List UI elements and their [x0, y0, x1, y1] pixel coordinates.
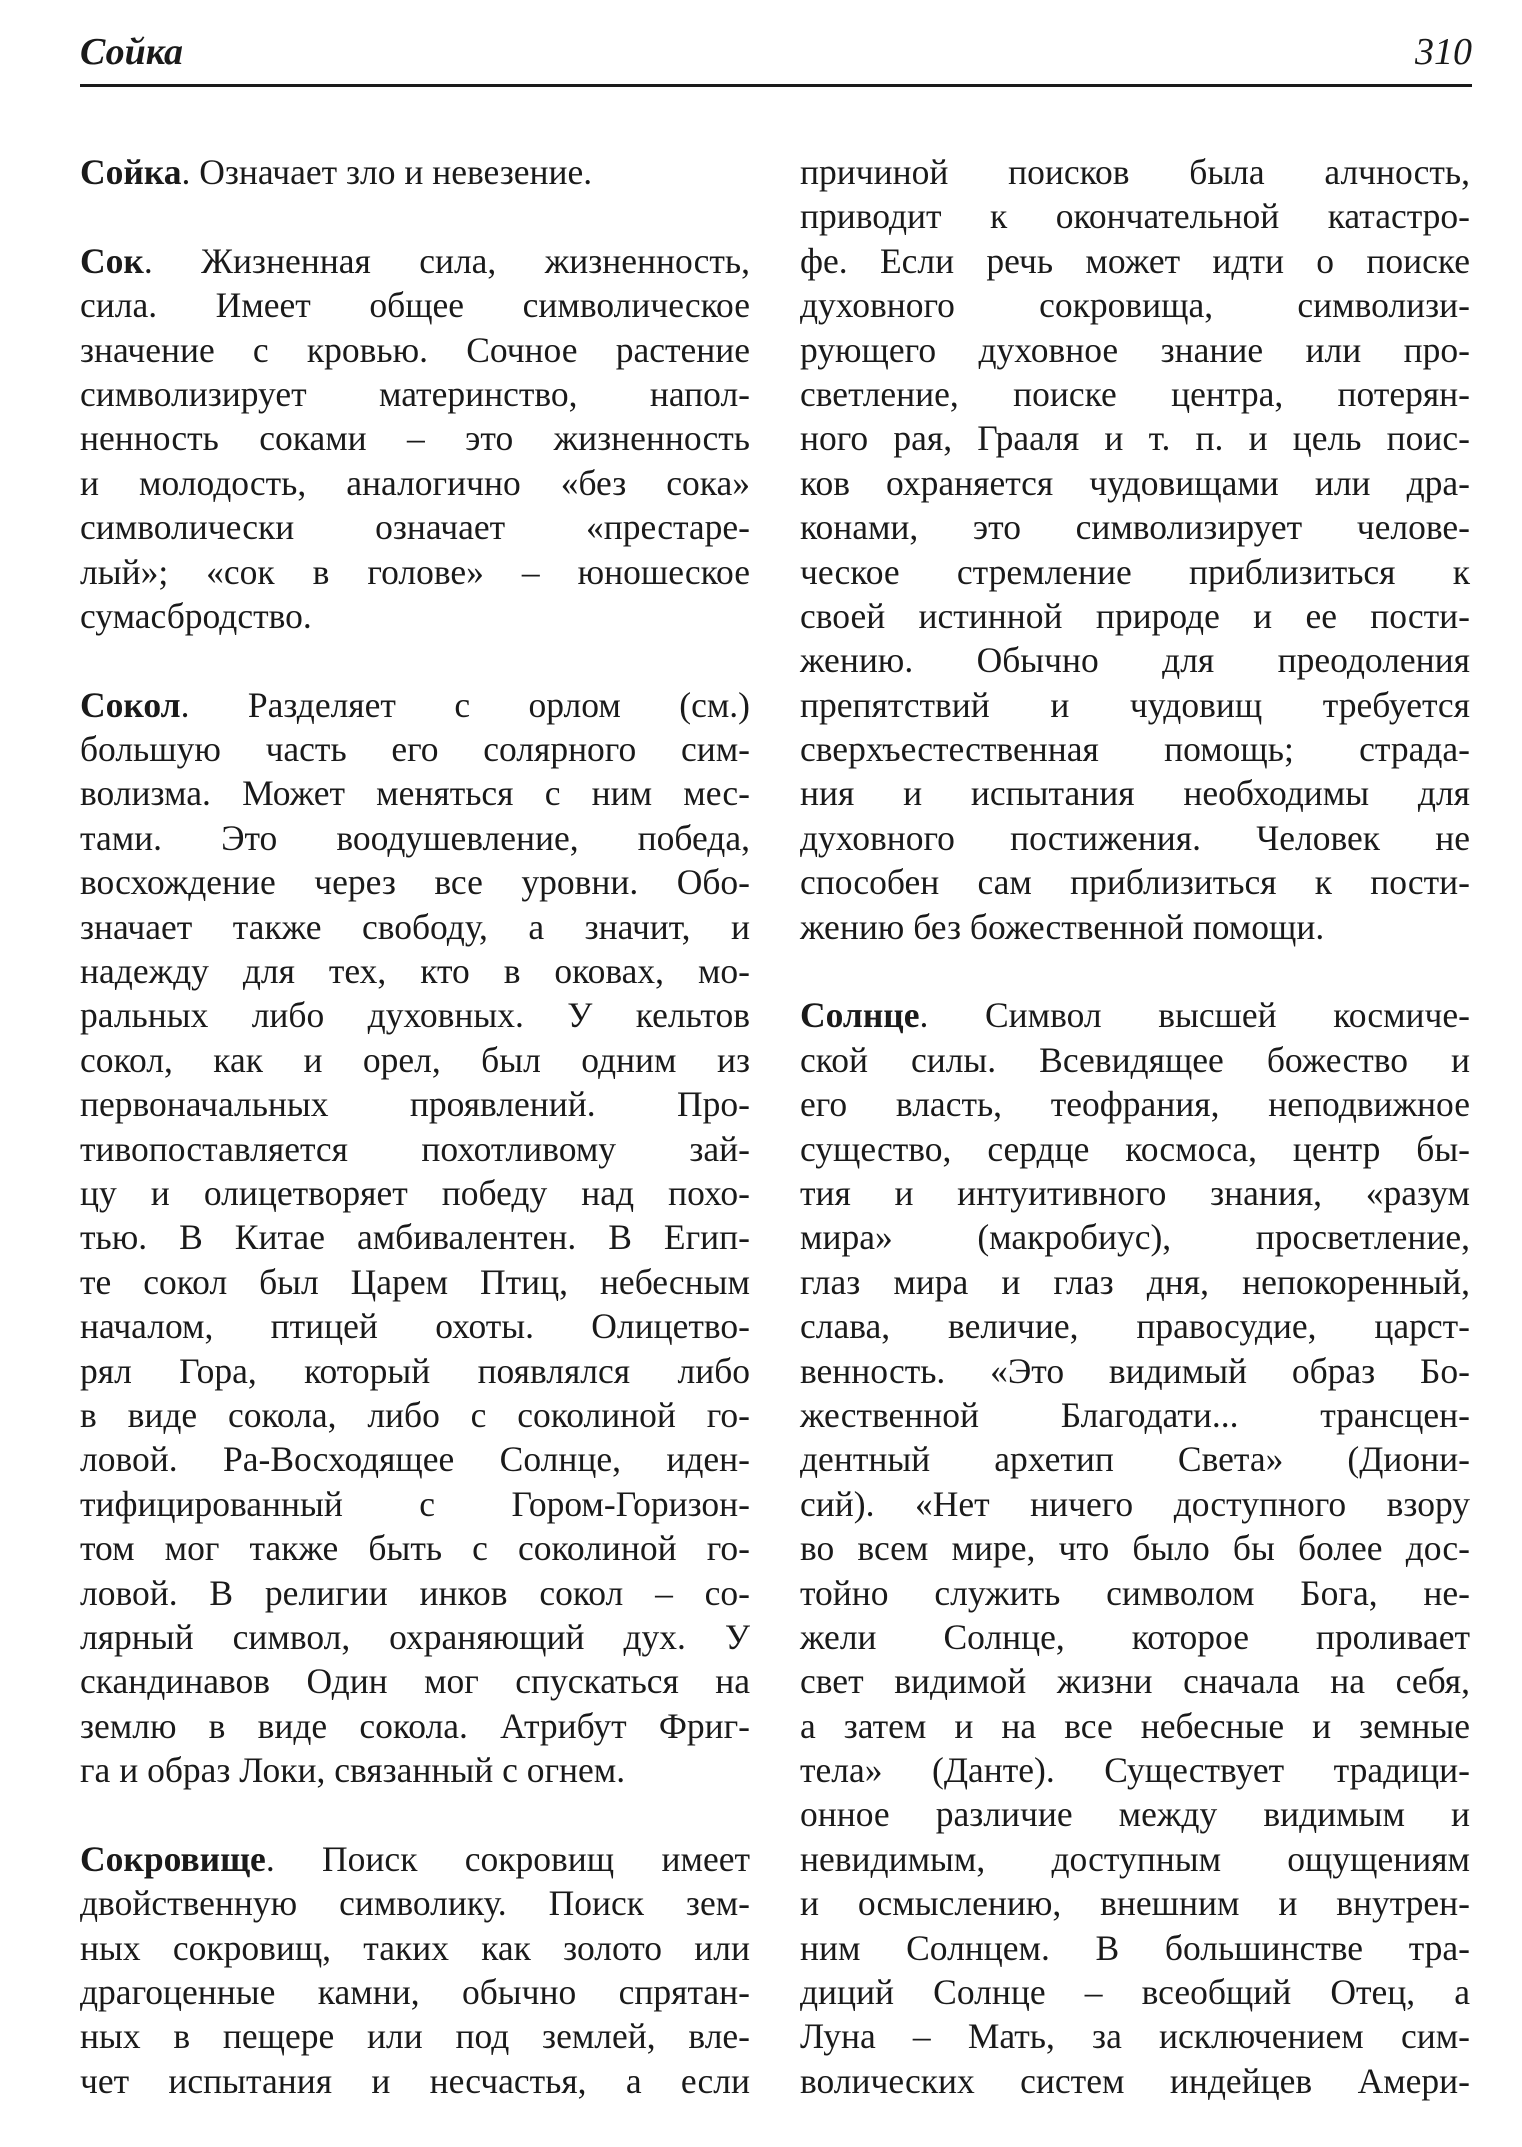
text-line: слава, величие, правосудие, царст- [800, 1306, 1470, 1347]
text-line: те сокол был Царем Птиц, небесным [80, 1261, 750, 1302]
text-line: первоначальных проявлений. Про- [80, 1084, 750, 1125]
header-title: Сойка [80, 31, 184, 73]
text-line: сумасбродство. [80, 595, 312, 636]
text-line: лый»; «сок в голове» – юношеское [80, 551, 750, 592]
text-line: сокол, как и орел, был одним из [80, 1039, 750, 1080]
entry-sokrovishche [80, 1837, 750, 2103]
text-line: чет испытания и несчастья, а если [80, 2060, 750, 2101]
text-line: цу и олицетворяет победу над похо- [80, 1172, 750, 1213]
text-line: Солнце. Символ высшей космиче- [800, 995, 1470, 1036]
text-line: ного рая, Грааля и т. п. и цель поис- [800, 418, 1470, 459]
text-line: значает также свободу, а значит, и [80, 906, 750, 947]
text-line: способен сам приблизиться к пости- [800, 862, 1470, 903]
text-line: венность. «Это видимый образ Бо- [800, 1350, 1470, 1391]
text-line: ральных либо духовных. У кельтов [80, 995, 750, 1036]
text-line: мира» (макробиус), просветление, [800, 1217, 1470, 1258]
text-line: фе. Если речь может идти о поиске [800, 240, 1470, 281]
text-line: свет видимой жизни сначала на себя, [800, 1661, 1470, 1702]
text-line: и осмыслению, внешним и внутрен- [800, 1883, 1470, 1924]
text-line: тия и интуитивного знания, «разум [800, 1172, 1470, 1213]
text-line: Луна – Мать, за исключением сим- [800, 2016, 1470, 2057]
text-line: духовного постижения. Человек не [800, 817, 1470, 858]
text-line: тойно служить символом Бога, не- [800, 1572, 1470, 1613]
text-line: ческое стремление приблизиться к [800, 551, 1470, 592]
text-line: своей истинной природе и ее пости- [800, 595, 1470, 636]
text-line: том мог также быть с соколиной го- [80, 1528, 750, 1569]
text-line: надежду для тех, кто в оковах, мо- [80, 951, 750, 992]
text-line: а затем и на все небесные и земные [800, 1705, 1470, 1746]
text-line: духовного сокровища, символизи- [800, 285, 1470, 326]
text-line: скандинавов Один мог спускаться на [80, 1661, 750, 1702]
text-line: и молодость, аналогично «без сока» [80, 462, 750, 503]
text-line: символизирует материнство, напол- [80, 373, 750, 414]
text-line: онное различие между видимым и [800, 1794, 1470, 1835]
entry-term: Сойка [80, 152, 182, 192]
text-line: существо, сердце космоса, центр бы- [800, 1128, 1470, 1169]
running-header [80, 26, 1472, 87]
text-line: жению. Обычно для преодоления [800, 640, 1470, 681]
text-line: жению без божественной помощи. [800, 906, 1325, 947]
text-line: восхождение через все уровни. Обо- [80, 862, 750, 903]
text-line: его власть, теофрания, неподвижное [800, 1084, 1470, 1125]
text-line: символически означает «престаре- [80, 507, 750, 548]
text-line: приводит к окончательной катастро- [800, 196, 1470, 237]
text-line: рующего духовное знание или про- [800, 329, 1470, 370]
text-line: драгоценные камни, обычно спрятан- [80, 1972, 750, 2013]
right-column [800, 150, 1470, 2103]
entry-term: Сок [80, 240, 144, 281]
text-line: Сокровище. Поиск сокровищ имеет [80, 1838, 750, 1879]
text-line: ним Солнцем. В большинстве тра- [800, 1927, 1470, 1968]
text-line: волизма. Может меняться с ним мес- [80, 773, 750, 814]
entry-solntse [800, 993, 1470, 2103]
text-line: га и образ Локи, связанный с огнем. [80, 1750, 626, 1791]
text-line: невидимым, доступным ощущениям [800, 1838, 1470, 1879]
text-line: Сойка. Означает зло и невезение. [80, 152, 593, 192]
entry-term: Сокол [80, 684, 181, 725]
text-line: препятствий и чудовищ требуется [800, 684, 1470, 725]
text-line: рял Гора, который появлялся либо [80, 1350, 750, 1391]
left-column [80, 150, 750, 2103]
text-line: ловой. В религии инков сокол – со- [80, 1572, 750, 1613]
text-line: конами, это символизирует челове- [800, 507, 1470, 548]
text-line: Сокол. Разделяет с орлом (см.) [80, 684, 750, 725]
text-line: сий). «Нет ничего доступного взору [800, 1483, 1470, 1524]
page-number: 310 [1415, 31, 1472, 73]
text-line: сверхъестественная помощь; страда- [800, 729, 1470, 770]
text-line: глаз мира и глаз дня, непокоренный, [800, 1261, 1470, 1302]
entry-sok [80, 239, 750, 639]
text-line: жели Солнце, которое проливает [800, 1616, 1470, 1657]
entry-term: Солнце [800, 995, 920, 1036]
text-line: диций Солнце – всеобщий Отец, а [800, 1972, 1470, 2013]
text-line: началом, птицей охоты. Олицетво- [80, 1306, 750, 1347]
text-line: в виде сокола, либо с соколиной го- [80, 1394, 750, 1435]
text-line: причиной поисков была алчность, [800, 152, 1470, 192]
text-line: тифицированный с Гором-Горизон- [80, 1483, 750, 1524]
text-line: волических систем индейцев Амери- [800, 2060, 1470, 2101]
text-line: значение с кровью. Сочное растение [80, 329, 750, 370]
text-line: тами. Это воодушевление, победа, [80, 817, 750, 858]
text-line: сила. Имеет общее символическое [80, 285, 750, 326]
text-line: ков охраняется чудовищами или дра- [800, 462, 1470, 503]
text-line: ных в пещере или под землей, вле- [80, 2016, 750, 2057]
text-line: Сок. Жизненная сила, жизненность, [80, 240, 750, 281]
text-line: ных сокровищ, таких как золото или [80, 1927, 750, 1968]
text-line: лярный символ, охраняющий дух. У [80, 1616, 750, 1657]
text-line: светление, поиске центра, потерян- [800, 373, 1470, 414]
entry-soyka [80, 150, 750, 194]
text-line: ловой. Ра-Восходящее Солнце, иден- [80, 1439, 750, 1480]
text-line: ния и испытания необходимы для [800, 773, 1470, 814]
text-line: дентный архетип Света» (Диони- [800, 1439, 1470, 1480]
entry-sokol [80, 683, 750, 1793]
text-line: ненность соками – это жизненность [80, 418, 750, 459]
text-line: большую часть его солярного сим- [80, 729, 750, 770]
text-line: во всем мире, что было бы более дос- [800, 1528, 1470, 1569]
text-line: тела» (Данте). Существует традици- [800, 1750, 1470, 1791]
text-line: землю в виде сокола. Атрибут Фриг- [80, 1705, 750, 1746]
entry-term: Сокровище [80, 1838, 266, 1879]
text-line: двойственную символику. Поиск зем- [80, 1883, 750, 1924]
text-line: тивопоставляется похотливому зай- [80, 1128, 750, 1169]
text-line: ской силы. Всевидящее божество и [800, 1039, 1470, 1080]
text-line: тью. В Китае амбивалентен. В Егип- [80, 1217, 750, 1258]
entry-sokrovishche-continued [800, 150, 1470, 949]
text-line: жественной Благодати... трансцен- [800, 1394, 1470, 1435]
